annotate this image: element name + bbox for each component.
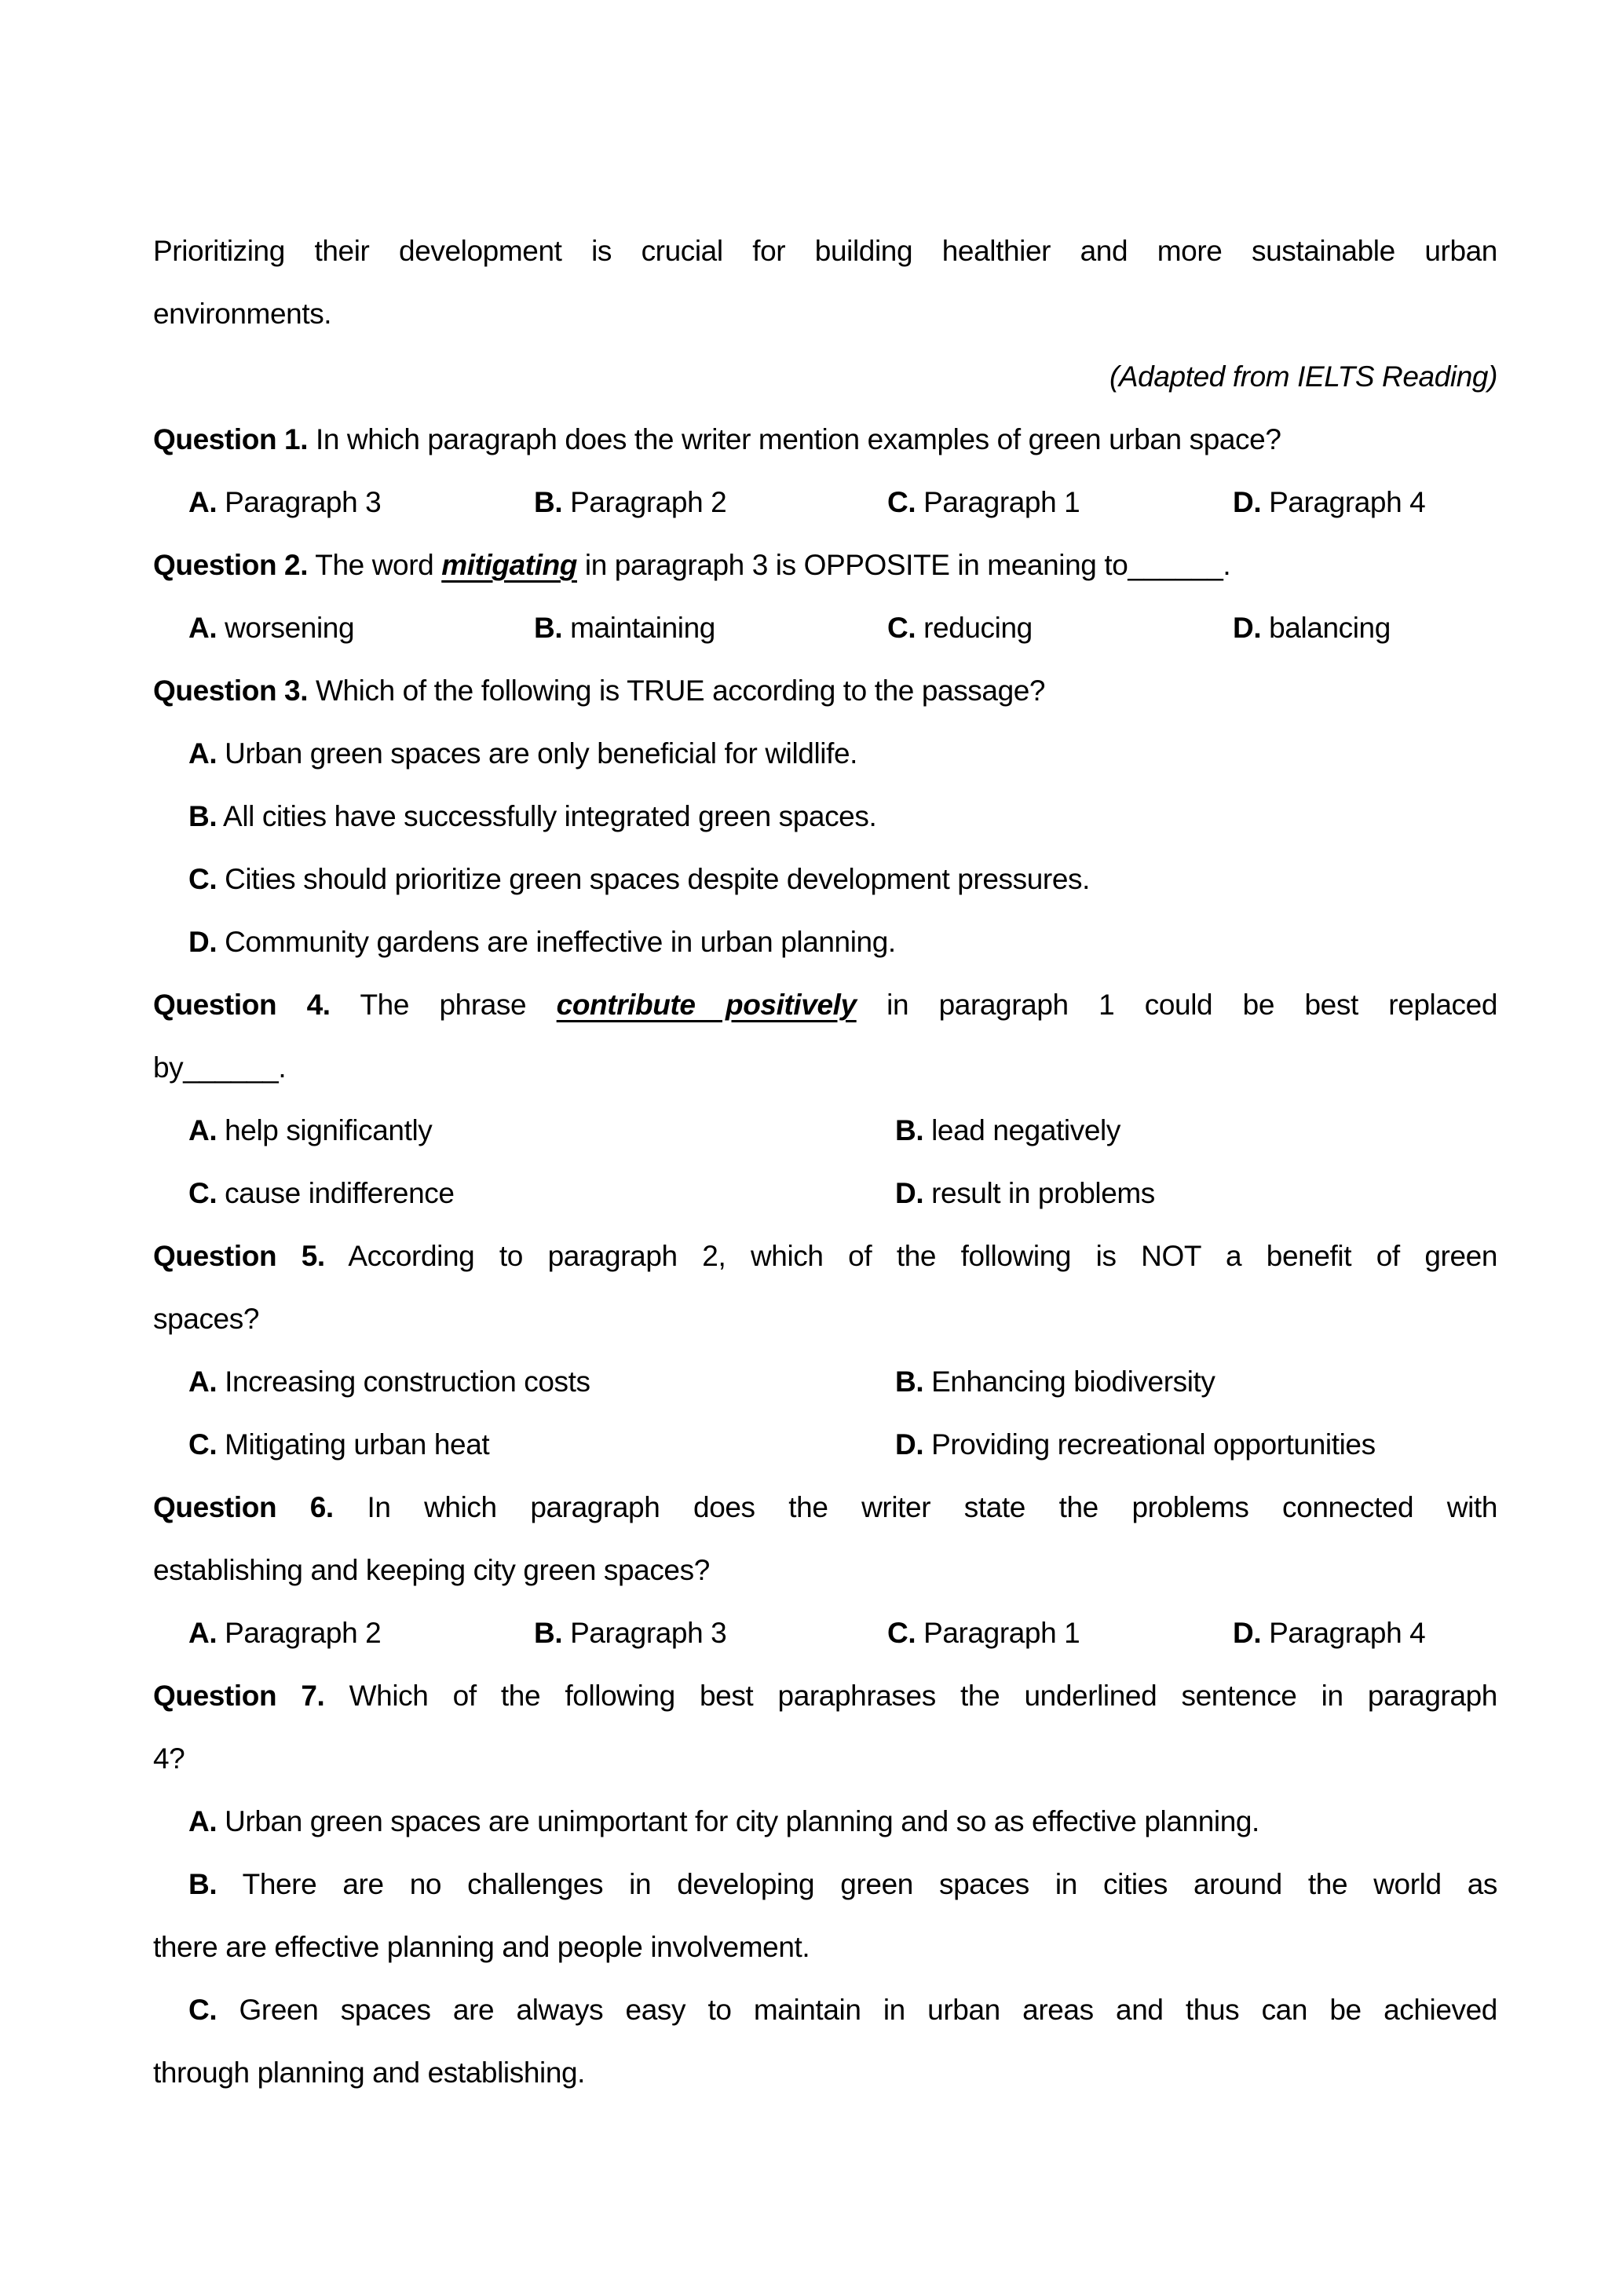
option-b — [534, 597, 715, 660]
option-letter: B. — [895, 1114, 924, 1146]
question-5 — [153, 1225, 1497, 1288]
option-letter: A. — [188, 486, 217, 518]
option-letter: A. — [188, 1114, 217, 1146]
option-text: There are no challenges in developing green spaces in cities around the world as — [242, 1868, 1497, 1900]
option-letter: D. — [895, 1177, 924, 1209]
option-letter: A. — [188, 1366, 217, 1398]
question-6 — [153, 1476, 1497, 1539]
option-text: Mitigating urban heat — [225, 1428, 490, 1461]
option-b — [895, 1099, 1120, 1162]
question-5-label: Question 5. — [153, 1240, 325, 1272]
option-d — [895, 1413, 1376, 1476]
intro-text: environments. — [153, 298, 332, 330]
question-3-option-c — [153, 848, 1497, 911]
option-letter: D. — [1233, 486, 1262, 518]
option-letter: B. — [534, 612, 563, 644]
option-text: Cities should prioritize green spaces despite development pressures. — [225, 863, 1090, 895]
question-7-option-b-line-1 — [153, 1853, 1497, 1916]
option-text: maintaining — [570, 612, 715, 644]
question-6-continuation — [153, 1539, 1497, 1602]
question-4-keyword: contribute positively — [556, 989, 857, 1021]
option-a — [188, 1602, 381, 1665]
option-letter: C. — [188, 1177, 217, 1209]
question-2-options — [153, 597, 1497, 660]
source-note — [153, 345, 1497, 408]
option-text: worsening — [225, 612, 355, 644]
option-text: Enhancing biodiversity — [931, 1366, 1215, 1398]
option-letter: D. — [1233, 1617, 1262, 1649]
question-7-continuation — [153, 1727, 1497, 1790]
option-letter: A. — [188, 1617, 217, 1649]
option-text: balancing — [1269, 612, 1391, 644]
question-5-options-row-1 — [153, 1351, 1497, 1413]
option-letter: B. — [895, 1366, 924, 1398]
question-6-options — [153, 1602, 1497, 1665]
option-text: Paragraph 4 — [1269, 486, 1426, 518]
question-2-text-post: in paragraph 3 is OPPOSITE in meaning to______. — [584, 549, 1231, 581]
option-text: cause indifference — [225, 1177, 455, 1209]
option-text: Paragraph 3 — [570, 1617, 727, 1649]
option-text: there are effective planning and people involvement. — [153, 1931, 810, 1963]
source-note-text: (Adapted from IELTS Reading) — [1109, 360, 1497, 393]
question-7-text: Which of the following best paraphrases the underlined sentence in paragraph — [349, 1680, 1497, 1712]
option-b — [895, 1351, 1215, 1413]
intro-line-2 — [153, 283, 1497, 345]
question-1-options — [153, 471, 1497, 534]
question-6-text: In which paragraph does the writer state the problems connected with — [367, 1491, 1497, 1523]
option-text: All cities have successfully integrated green spaces. — [223, 800, 877, 832]
question-3-option-a — [153, 722, 1497, 785]
option-b — [534, 1602, 726, 1665]
question-4 — [153, 974, 1497, 1036]
question-4-text-pre: The phrase — [360, 989, 527, 1021]
question-5-text: According to paragraph 2, which of the following is NOT a benefit of green — [348, 1240, 1498, 1272]
option-letter: A. — [188, 1805, 217, 1837]
option-text: reducing — [923, 612, 1033, 644]
question-5-options-row-2 — [153, 1413, 1497, 1476]
option-text: Paragraph 4 — [1269, 1617, 1426, 1649]
option-letter: D. — [1233, 612, 1262, 644]
option-text: Paragraph 1 — [923, 486, 1080, 518]
option-letter: C. — [887, 486, 916, 518]
option-text: lead negatively — [931, 1114, 1120, 1146]
option-a — [188, 1351, 590, 1413]
option-text: Community gardens are ineffective in urban planning. — [225, 926, 896, 958]
question-2 — [153, 534, 1497, 597]
option-a — [188, 1099, 432, 1162]
option-letter: B. — [534, 1617, 563, 1649]
option-text: result in problems — [931, 1177, 1155, 1209]
option-text: Urban green spaces are only beneficial for wildlife. — [225, 737, 858, 770]
option-text: Green spaces are always easy to maintain in urban areas and thus can be achieved — [239, 1994, 1497, 2026]
intro-line-1 — [153, 220, 1497, 283]
question-2-label: Question 2. — [153, 549, 309, 581]
option-letter: D. — [188, 926, 217, 958]
option-text: Urban green spaces are unimportant for city planning and so as effective planning. — [225, 1805, 1259, 1837]
option-letter: B. — [534, 486, 563, 518]
option-letter: D. — [895, 1428, 924, 1461]
option-text: Paragraph 2 — [225, 1617, 382, 1649]
question-2-keyword: mitigating — [441, 549, 577, 581]
option-letter: A. — [188, 612, 217, 644]
question-4-options-row-2 — [153, 1162, 1497, 1225]
option-a — [188, 597, 354, 660]
option-d — [1233, 597, 1391, 660]
question-7-text-2: 4? — [153, 1742, 185, 1775]
option-letter: C. — [887, 1617, 916, 1649]
option-letter: A. — [188, 737, 217, 770]
option-d — [1233, 1602, 1425, 1665]
question-3-label: Question 3. — [153, 675, 309, 707]
option-text: Increasing construction costs — [225, 1366, 590, 1398]
option-letter: C. — [188, 1994, 217, 2026]
question-4-continuation — [153, 1036, 1497, 1099]
question-1-label: Question 1. — [153, 423, 309, 455]
option-letter: C. — [188, 863, 217, 895]
option-letter: B. — [188, 800, 217, 832]
option-text: help significantly — [225, 1114, 433, 1146]
question-3-text: Which of the following is TRUE according to the passage? — [315, 675, 1046, 707]
option-c — [887, 1602, 1080, 1665]
option-c — [887, 597, 1033, 660]
question-5-text-2: spaces? — [153, 1303, 260, 1335]
question-7-option-a — [153, 1790, 1497, 1853]
question-5-continuation — [153, 1288, 1497, 1351]
option-letter: C. — [188, 1428, 217, 1461]
question-7-option-b-line-2 — [153, 1916, 1497, 1979]
question-3-option-d — [153, 911, 1497, 974]
question-3-option-b — [153, 785, 1497, 848]
option-c — [188, 1413, 489, 1476]
option-d — [895, 1162, 1155, 1225]
option-b — [534, 471, 726, 534]
option-text: Paragraph 3 — [225, 486, 382, 518]
question-1-text: In which paragraph does the writer mention examples of green urban space? — [315, 423, 1281, 455]
question-7 — [153, 1665, 1497, 1727]
question-4-text-post: in paragraph 1 could be best replaced — [886, 989, 1498, 1021]
option-text: through planning and establishing. — [153, 2057, 586, 2089]
question-7-option-c-line-2 — [153, 2042, 1497, 2104]
question-7-option-c-line-1 — [153, 1979, 1497, 2042]
question-1 — [153, 408, 1497, 471]
option-d — [1233, 471, 1425, 534]
question-3 — [153, 660, 1497, 722]
question-4-label: Question 4. — [153, 989, 331, 1021]
question-7-label: Question 7. — [153, 1680, 325, 1712]
question-6-text-2: establishing and keeping city green spaces? — [153, 1554, 710, 1586]
question-4-options-row-1 — [153, 1099, 1497, 1162]
option-text: Paragraph 1 — [923, 1617, 1080, 1649]
question-4-blank: by______. — [153, 1051, 287, 1084]
option-letter: C. — [887, 612, 916, 644]
option-c — [887, 471, 1080, 534]
option-text: Providing recreational opportunities — [931, 1428, 1376, 1461]
intro-text: Prioritizing their development is crucial for building healthier and more sustainable urban — [153, 235, 1497, 267]
question-6-label: Question 6. — [153, 1491, 334, 1523]
option-c — [188, 1162, 455, 1225]
option-a — [188, 471, 381, 534]
question-2-text-pre: The word — [315, 549, 434, 581]
option-letter: B. — [188, 1868, 217, 1900]
option-text: Paragraph 2 — [570, 486, 727, 518]
